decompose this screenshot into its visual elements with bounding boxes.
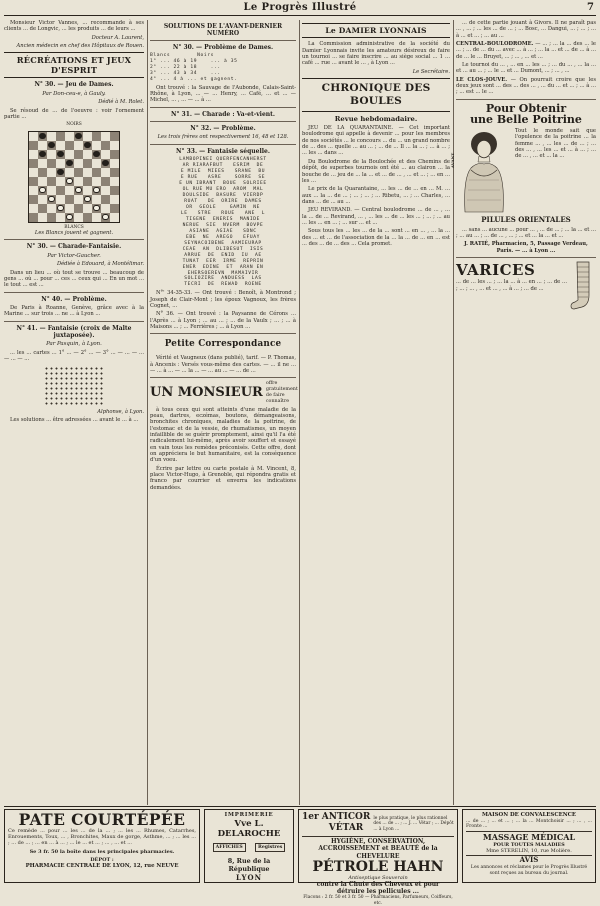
petrole-hahn-ad	[298, 809, 458, 906]
monsieur-ad-subtitle: offre gratuitement de faire connaître	[265, 381, 298, 404]
solution-fantasy-title: N° 33. — Fantaisie séquelle.	[176, 147, 270, 155]
stocking-icon	[570, 261, 596, 311]
intro-signature-title: Ancien médecin en chef des Hôpitaux de Rouen.	[16, 43, 144, 50]
board-square	[83, 141, 92, 150]
board-square	[56, 159, 65, 168]
fantasy-signature: Alphonse, à Lyon.	[97, 408, 144, 415]
vetar-text: le plus pratique, le plus rationnel des ... de ... ; ... J. ... Vétar ; ... Dépôt ... à Lyon ...	[373, 816, 454, 832]
varices-ad-title: VARICES	[456, 261, 536, 280]
maison-title: MAISON DE CONVALESCENCE	[481, 812, 577, 818]
board-square	[74, 159, 83, 168]
divider	[150, 333, 296, 334]
charade-title: N° 30. — Charade-Fantaisie.	[26, 243, 122, 251]
solution-draughts-text: Ont trouvé : la Sauvage de l'Aubonde, Calais-Saint-Rhône, à Lyon, ... — ... Henry, ... Café, ... et ... — Michel, ... , ... — ... à ...	[150, 84, 296, 104]
black-piece	[66, 160, 72, 166]
board-square	[56, 132, 65, 141]
board-square	[65, 132, 74, 141]
boules-text-5: Sous tous les ... les ... de la ... sont ... en ... , ... la ... des ... et ... de l'association de la ... la ... de ... en ... est ... des ... de ... des ... Cela promet.	[302, 228, 450, 247]
board-square	[110, 141, 119, 150]
draughts-dedication: Dédié à M. Rolet.	[98, 99, 144, 106]
page-header	[4, 2, 596, 16]
board-square	[110, 132, 119, 141]
avis-title: AVIS	[466, 855, 592, 865]
poitrine-ad-title-1: Pour Obtenir	[485, 101, 567, 115]
poitrine-ad-text: Tout le monde sait que l'opulence de la poitrine ... la femme ... , ... les ... de ... ; ... des ... , ... les ... et ... à ... ; ... de ... , ... et ... la ...	[515, 127, 596, 160]
poitrine-ad	[450, 101, 596, 254]
solution-problem-answer: Les trois frères ont respectivement 16, 48 et 128.	[157, 134, 289, 141]
board-square	[92, 132, 101, 141]
solutions-title: SOLUTIONS DE L'AVANT-DERNIER NUMÉRO	[150, 23, 296, 41]
board-square	[47, 186, 56, 195]
board-square	[47, 195, 56, 204]
board-square	[29, 132, 38, 141]
black-piece	[48, 142, 54, 148]
solution-charade-title: N° 31. — Charade : Va-et-vient.	[170, 110, 276, 118]
board-square	[65, 177, 74, 186]
column-rule	[147, 20, 148, 805]
damier-title: Le DAMIER LYONNAIS	[302, 23, 450, 38]
vetar-hygiene: HYGIÈNE, CONSERVATION, ACCROISSEMENT et BEAUTÉ de la CHEVELURE	[302, 836, 454, 860]
divider	[150, 121, 296, 122]
board-square	[65, 168, 74, 177]
boules-text-4: JEU REVIRAND. — Central boulodrome ... de ... , ... la ... de ... Revirand, ... , ... les ... de ... les ... ; ... ; ... au ... les ... en ... ; ... sur ... et ...	[302, 207, 450, 226]
monsieur-ad-contact: Écrire par lettre ou carte postale à M. Vincent, 8, place Victor-Hugo, à Grenoble, qui répondra gratis et franco par courrier et enverra les indications demandées.	[150, 465, 296, 491]
boules-text-3: Le prix de la Quarantaine, ... les ... de ... en ... M. ... aux ... la ... de ... ; ... ; ... ; ... Ribetu, ... ; ... Charles, ... dans ... de ... au ...	[302, 186, 450, 205]
board-square	[92, 195, 101, 204]
pate-ad-text: Ce remède ... pour ... les ... de la ... ; ... les ... Rhumes, Catarrhes, Enrouements, Toux, ... , Bronchites, Maux de gorge, Asthme, ... ; ... les ... ; ... de ... ; ... en ... à ... ; ... le ... et ... ; ... , ... et ...	[8, 828, 196, 847]
board-caption: Les Blancs jouent et gagnent.	[34, 230, 114, 237]
woman-portrait-icon	[457, 128, 511, 212]
hahn-title: PÉTROLE HAHN	[312, 858, 444, 875]
board-square	[110, 177, 119, 186]
pate-ad-title: PATE COURTÉPÉE	[18, 810, 186, 829]
draughts-author: Par Don-ceu-e, à Gauly.	[42, 90, 106, 97]
boules-text-1: JEU DE LA QUARANTAINE. — Cet important boulodrome qui appelle à devenir ... pour les membres de nos sociétés ... le concours ... du ... un grand nombre de ... des ... quelle ... au ... ; ... de ... Il ... la ... ; ... à ... ; ... les ... dans ...	[302, 125, 450, 157]
board-square	[47, 177, 56, 186]
intro-paragraph: Monsieur Victor Vannes, ... recommande à ses clients ... de Longvic, ... les produits ... de leurs ...	[4, 20, 144, 33]
draughts-text: Se résoud de ... de l'oeuvre : voir l'ornement partie ...	[4, 107, 144, 120]
fantasy-text-2: Les solutions ... être adressées ... avant le ... à ...	[10, 416, 139, 423]
board-square	[110, 186, 119, 195]
divider	[456, 257, 596, 258]
pate-ad-depot: DÉPOT :	[90, 856, 114, 863]
board-square	[29, 141, 38, 150]
black-piece	[84, 142, 90, 148]
column-3	[302, 20, 450, 805]
print-ad-item-registers: Registres	[255, 843, 285, 853]
board-square	[38, 150, 47, 159]
massage-name: Mme STERELIN, 10, rue Molière.	[486, 848, 572, 855]
board-square	[74, 195, 83, 204]
poitrine-ad-title-2: une Belle Poitrine	[470, 113, 582, 127]
board-square	[56, 186, 65, 195]
board-square	[38, 132, 47, 141]
board-square	[110, 159, 119, 168]
black-piece	[57, 169, 63, 175]
section-title-recreations: RÉCRÉATIONS ET JEUX D'ESPRIT	[4, 52, 144, 78]
white-piece	[39, 187, 45, 193]
white-piece	[66, 214, 72, 220]
divider	[4, 292, 144, 293]
board-square	[110, 168, 119, 177]
white-piece	[93, 205, 99, 211]
boules-subtitle: Revue hebdomadaire.	[334, 114, 418, 123]
print-ad-city: LYON	[236, 872, 262, 882]
board-square	[47, 213, 56, 222]
board-square	[47, 168, 56, 177]
board-square	[38, 186, 47, 195]
white-piece	[84, 196, 90, 202]
charade-author: Par Victor-Gaucher.	[47, 252, 101, 259]
central-heading: CENTRAL-BOULODROME.	[456, 41, 534, 48]
divider	[150, 144, 296, 145]
board-square	[56, 204, 65, 213]
poitrine-ad-illustration	[450, 128, 512, 214]
board-square	[101, 186, 110, 195]
column-1	[4, 20, 144, 805]
board-square	[47, 150, 56, 159]
board-square	[29, 204, 38, 213]
black-piece	[102, 160, 108, 166]
monsieur-ad-text: à tous ceux qui sont atteints d'une maladie de la peau, dartres, eczémas, boutons, démangeaisons, bronchites chroniques, maladies de la poitrine, de l'estomac et de la vessie, de rhumatismes, un moyen infaillible de se guérir promptement, ainsi qu'il l'a été radicalement lui-même, après avoir souffert et essayé en vain tous les remèdes préconisés. Cette offre, dont on appréciera le but humanitaire, est la conséquence d'un voeu.	[150, 406, 296, 464]
solution-problem-title: N° 32. — Problème.	[190, 125, 256, 133]
board-square	[101, 141, 110, 150]
column-2	[150, 20, 296, 805]
letter-grid: LAMBOPINEI QUERFENCANHERST AR RIARAFBUT ESRIM DE E MILE MIEES SRANE BU E RUE ASRE SORRE SE E UN IBRANT BOUE SOLRIEE OL RUE MU ERO AROM MAL DOULSIDE BASURE VIERDP RUAT DE ORIRE DAMES OR GEOLE GAMIN NE LE STRE ROUE ANE L TIGENE ENERIS MANIDE NERUE SIE NVERM BOVPE ASIANE AGIAE SDNC EBE NE AREGO EFUAY SEYNACOIBENE AAMIEURAP CEAE AN DLIBESUT ISIS ARRUE DE ENID IU AE TUNAT EER IRME REPRIN ENER EDINE ET ARAN EN EHERSOEREVN MAMAIVIR SOLIOZIRE ANDUESS LAS TECRI DE REWAD ROENE	[179, 157, 267, 288]
board-square	[101, 177, 110, 186]
board-square	[38, 168, 47, 177]
print-ad-address: 8, Rue de la République	[227, 857, 271, 873]
hahn-prices: Flacons : 2 fr. 50 et 3 fr. 50 — Pharmaciens, Parfumeurs, Coiffeurs, etc.	[303, 895, 453, 906]
page-number: 7	[587, 2, 594, 13]
board-square	[65, 150, 74, 159]
white-piece	[48, 196, 54, 202]
board-square	[101, 168, 110, 177]
monsieur-ad-title: UN MONSIEUR	[150, 384, 263, 400]
board-square	[74, 150, 83, 159]
board-square	[83, 177, 92, 186]
board-square	[29, 186, 38, 195]
board-square	[29, 168, 38, 177]
newspaper-page	[4, 0, 597, 906]
board-square	[83, 132, 92, 141]
print-ad-title: IMPRIMERIE	[224, 812, 274, 818]
draughts-board	[28, 131, 120, 223]
board-square	[47, 204, 56, 213]
board-square	[92, 159, 101, 168]
poitrine-ad-text-2: ... sans ... aucune ... pour ... , ... de ... ; ... la ... et ... ; ... au ... ; ... de ... , ... ; ... et ... la ... et ...	[456, 226, 596, 240]
poitrine-ad-address: J. RATIÉ, Pharmacien, 5, Passage Verdeau, Paris. — ... à Lyon ...	[464, 241, 588, 254]
problem-text: De Paris à Roanne, Genève, grâce avec à la Marine ... sur trois ... ne ... à Lyon ...	[4, 305, 144, 318]
board-label-bottom: BLANCS	[64, 224, 84, 230]
board-square	[101, 150, 110, 159]
correspondence-title: Petite Correspondance	[164, 339, 282, 350]
avis-text: Les annonces et réclames pour le Progrès Illustré sont reçues au bureau du journal.	[470, 865, 588, 876]
board-square	[74, 204, 83, 213]
bottom-advertisements	[4, 806, 596, 906]
divider	[150, 377, 296, 378]
board-square	[83, 213, 92, 222]
board-square	[56, 177, 65, 186]
charade-text: Dans un lieu ... où tout se trouve ... beaucoup de gens ... où ... pour ... ces ... ceux qui ... En un mot ... le tout ... est ...	[4, 269, 144, 289]
print-ad-item-posters: AFFICHES	[213, 843, 246, 853]
solvers-list-2: N° 36. — Ont trouvé : la Paysanne de Cérons ... l'Après ... à Lyon ; ... au ... ; ... de la Vaulx ; ... ; ... à Maisons ... ; ... Ferrières ; ... à Lyon ...	[150, 311, 296, 331]
imprimerie-ad	[204, 809, 294, 883]
vetar-title: ANTICOR VÉTAR	[321, 812, 371, 833]
black-piece	[75, 133, 81, 139]
solvers-list-1: N°' 34-35-33. — Ont trouvé : Benoît, à Montrond ; Joseph de Clair-Mont ; les époux Vagnoux, les frères Cognet, ...	[150, 290, 296, 310]
problem-title: N° 40. — Problème.	[41, 295, 107, 303]
board-square	[92, 204, 101, 213]
board-square	[110, 204, 119, 213]
fantasy-author: Par Pasquin, à Lyon.	[46, 341, 102, 348]
maison-text: ... de ... ; ... et ... ; ... la ... Montchoisir ... ; ... , ... Fronte ...	[466, 818, 592, 830]
solution-draughts-table: Blancs Noirs 1° ... 46 à 19 ... à 35 2° ... 22 à 18 ... 3° ... 43 à 34 ... 4° ... 4 à ... et gagnent.	[150, 52, 238, 82]
board-square	[74, 141, 83, 150]
board-square	[110, 213, 119, 222]
white-piece	[57, 205, 63, 211]
board-square	[56, 150, 65, 159]
vetar-prefix: 1er	[302, 812, 319, 822]
board-square	[110, 150, 119, 159]
black-piece	[39, 151, 45, 157]
varices-ad-text: ... de ... les ... ; ... la ... à ... en ... ; ... de ... ; ... ; ... , ... et ... , ... à ... ; ... de ...	[456, 279, 567, 292]
board-square	[101, 132, 110, 141]
pate-courtepee-ad	[4, 809, 200, 883]
poitrine-ad-side-label: AVANT	[450, 152, 456, 168]
board-square	[38, 159, 47, 168]
board-square	[38, 141, 47, 150]
black-piece	[93, 151, 99, 157]
boules-continued-text: ... de cette partie jouant à Givors. Il ne paraît pas ... , ... ; ... les ... de ... ; ... Bosc, ... Dangui, ... ; ... ; ... à ... et ... ; ... au ...	[456, 20, 596, 39]
poitrine-ad-pilules: PILULES ORIENTALES	[481, 215, 571, 225]
boules-title: CHRONIQUE DES BOULES	[302, 78, 450, 112]
pate-ad-pharmacy: PHARMACIE CENTRALE DE LYON, 12, rue NEUVE	[25, 862, 179, 869]
board-square	[92, 141, 101, 150]
massage-title: MASSAGE MÉDICAL	[466, 831, 592, 843]
board-square	[29, 159, 38, 168]
board-square	[74, 213, 83, 222]
board-square	[47, 141, 56, 150]
monsieur-ad-header	[150, 381, 296, 404]
column-4	[450, 20, 597, 805]
board-square	[92, 213, 101, 222]
fantasy-text: ... les ... cartes ... 1° ... — 2° ... — 3° ... — ... — ... — ... — ...	[4, 349, 144, 363]
correspondence-text: Vérité et Vaugneux (dans publié), tarif. — P. Thomas, à Ancenis : Versés vous-même des cartes. — ... il ne ... — ... à ... — ... la ... — ... au ... — ... de ...	[150, 355, 296, 374]
draughts-title: N° 30. — Jeu de Dames.	[34, 81, 114, 89]
board-square	[65, 159, 74, 168]
board-square	[56, 195, 65, 204]
board-square	[74, 186, 83, 195]
board-square	[83, 168, 92, 177]
clos-jouve-text: — On pourrait croire que les deux jeux sont ... des ... des ... , ... du ... et ... ; ... à ... ; ... est ... le ...	[456, 76, 597, 96]
fantasy-title: N° 41. — Fantaisie (croix de Malte juxtaposée).	[16, 324, 132, 339]
board-square	[101, 213, 110, 222]
board-square	[83, 204, 92, 213]
board-square	[101, 204, 110, 213]
board-square	[74, 177, 83, 186]
varices-ad	[456, 261, 596, 311]
intro-signature: Docteur A. Laurent,	[91, 34, 144, 41]
cross-puzzle-grid	[44, 366, 104, 406]
board-square	[29, 195, 38, 204]
charade-dedication: Dédiée à Edouard, à Montélimar.	[56, 261, 144, 268]
board-square	[74, 168, 83, 177]
central-text: — ... ; ... la ... des ... le ... ; ... de ... du ... avec ... à ... ; ... la ... et ... de ... à ... de ... le ... Bruyet, ... ; ... , ... et ...	[456, 41, 596, 60]
board-square	[29, 177, 38, 186]
board-square	[101, 195, 110, 204]
damier-text: La Commission administrative de la société du Damier Lyonnais invite les amateurs désireux de faire un tournoi ... se faire inscrire ... au siège social ... 1 ... café ... rue ... avant le ... , à Lyon ...	[302, 41, 450, 67]
board-square	[65, 195, 74, 204]
white-piece	[102, 214, 108, 220]
print-ad-name: Vve L. DELAROCHE	[217, 818, 281, 840]
black-piece	[39, 133, 45, 139]
black-piece	[57, 151, 63, 157]
pate-ad-price: Se 3 fr. 50 la boîte dans les principales pharmacies.	[29, 848, 175, 855]
board-square	[110, 195, 119, 204]
hahn-subtitle: Antiseptique Souverain	[348, 874, 408, 881]
board-square	[65, 204, 74, 213]
board-square	[83, 159, 92, 168]
board-square	[83, 150, 92, 159]
central-text-2: Le tournoi du ... , ... en ... les ... ; ... du ... , ... la ... et ... au ... ; ... le ... et ... Dumont, ... ; ... , ...	[456, 62, 596, 75]
board-square	[38, 213, 47, 222]
white-piece	[75, 187, 81, 193]
masthead-title: Le Progrès Illustré	[243, 2, 357, 13]
board-square	[65, 186, 74, 195]
massage-text: POUR TOUTES MALADIES	[493, 841, 565, 848]
board-square	[56, 141, 65, 150]
board-square	[38, 177, 47, 186]
board-square	[92, 150, 101, 159]
solution-draughts-title: N° 30. — Problème de Dames.	[172, 43, 274, 51]
board-square	[56, 213, 65, 222]
convalescence-ad	[462, 809, 596, 883]
board-square	[47, 132, 56, 141]
divider	[4, 321, 144, 322]
divider	[4, 239, 144, 240]
board-square	[47, 159, 56, 168]
board-square	[74, 132, 83, 141]
column-rule	[299, 20, 300, 805]
board-label-top: NOIRS	[66, 122, 82, 128]
board-square	[29, 150, 38, 159]
board-square	[92, 168, 101, 177]
white-piece	[66, 178, 72, 184]
clos-jouve-heading: LE CLOS-JOUVE.	[456, 76, 508, 83]
board-square	[38, 195, 47, 204]
board-square	[65, 141, 74, 150]
board-square	[56, 168, 65, 177]
divider	[456, 99, 596, 100]
board-square	[38, 204, 47, 213]
board-square	[92, 186, 101, 195]
board-square	[83, 186, 92, 195]
board-square	[29, 213, 38, 222]
board-square	[101, 159, 110, 168]
white-piece	[93, 187, 99, 193]
board-square	[65, 213, 74, 222]
board-square	[92, 177, 101, 186]
divider	[150, 107, 296, 108]
boules-text-2: Du Boulodrome de la Boulochée et des Chemins de dépôt, de superbes tournois ont été ... au clairon ... la bouche de ... jeu de ... la ... et ... de ... , ... et ... ; ... en ... les ...	[302, 158, 450, 184]
damier-signature: Le Secrétaire.	[412, 68, 450, 75]
board-square	[83, 195, 92, 204]
hahn-text: contre la Chute des Cheveux et pour détruire les pellicules ...	[316, 880, 440, 895]
